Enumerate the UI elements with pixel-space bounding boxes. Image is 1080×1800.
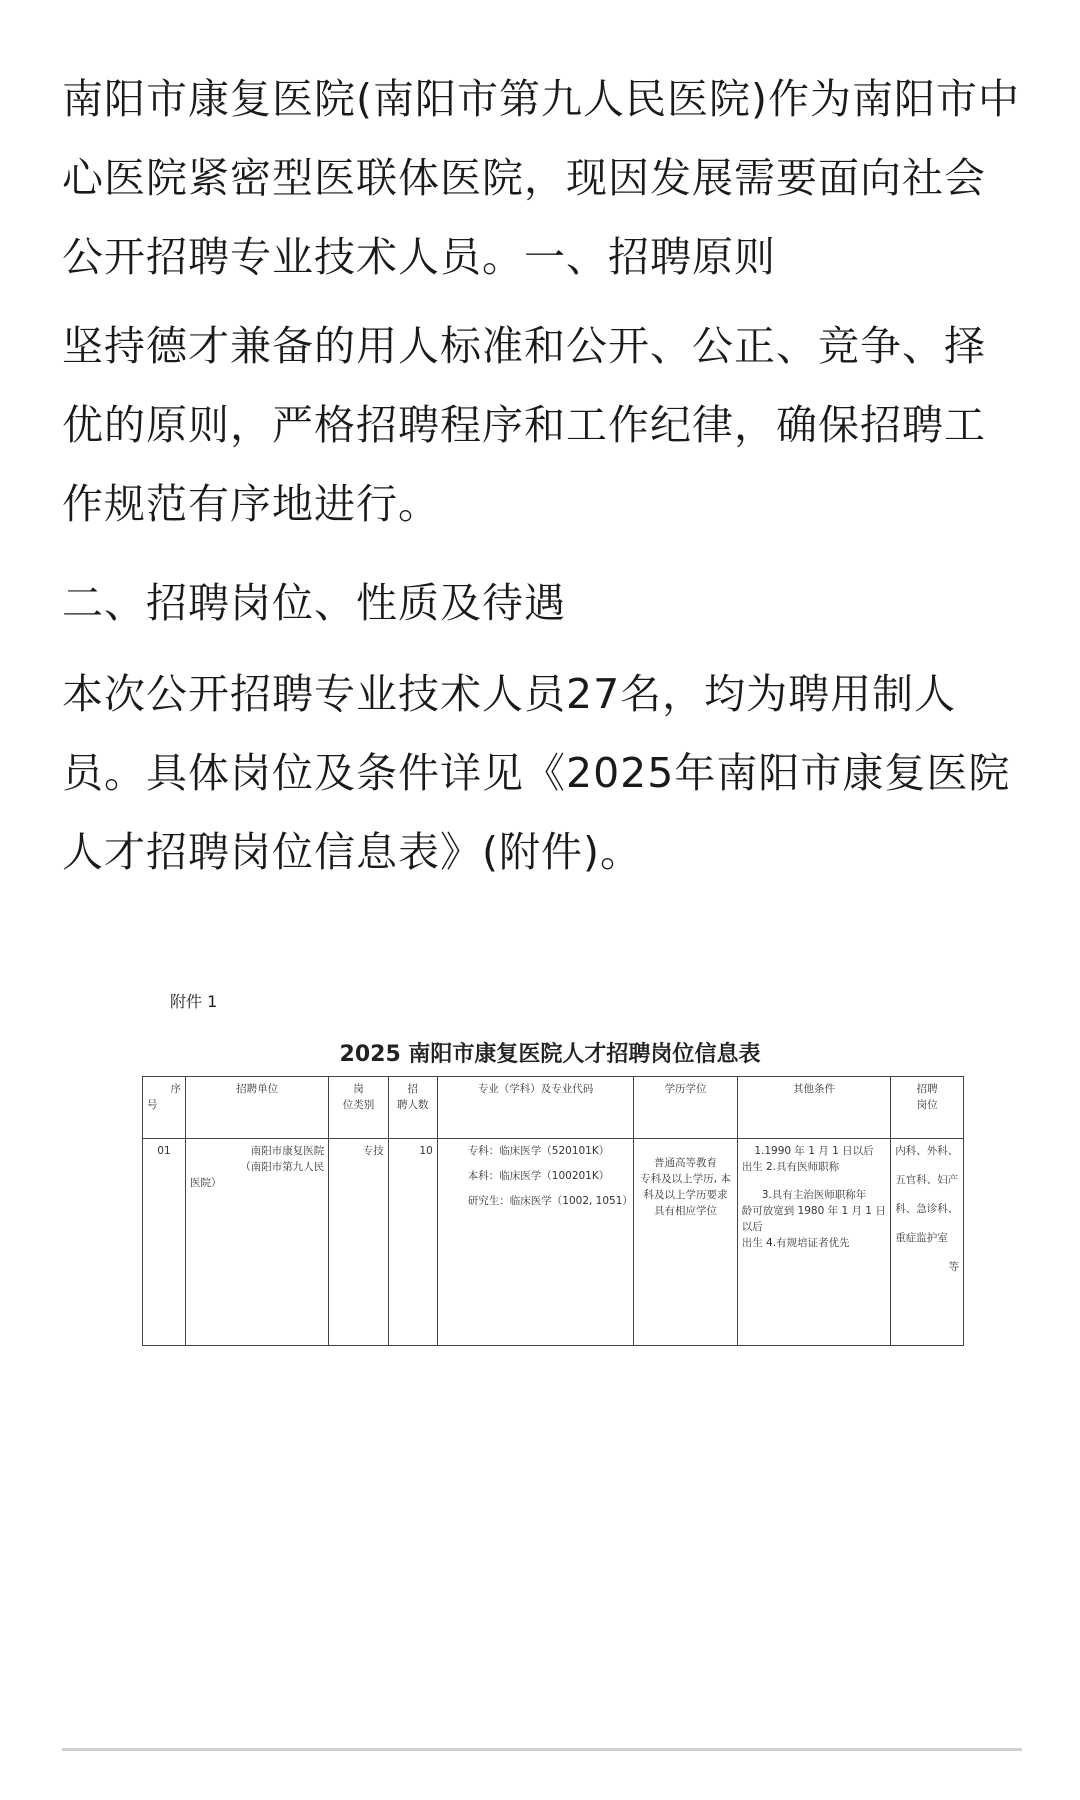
cell-other-gap: [742, 1175, 887, 1187]
cell-pos-line3: 科、急诊科、: [895, 1203, 959, 1215]
cell-seq: 01: [143, 1139, 186, 1346]
cell-pos-line2: 五官科、妇产: [895, 1174, 959, 1186]
cell-other-line3: 3.具有主治医师职称年: [761, 1189, 867, 1201]
header-unit: 招聘单位: [185, 1077, 328, 1139]
cell-unit-line1: 南阳市康复医院: [250, 1145, 325, 1157]
cell-unit: [185, 1139, 328, 1346]
header-pos-line1: 招聘: [916, 1083, 938, 1095]
cell-num: 10: [388, 1139, 437, 1346]
header-type-line2: 位类别: [342, 1099, 375, 1111]
cell-type: 专技: [329, 1139, 388, 1346]
header-pos: [891, 1077, 964, 1139]
cell-edu-line3: 科及以上学历要求: [643, 1189, 728, 1201]
cell-major-line3: 研究生：临床医学（1002, 1051）: [467, 1195, 633, 1207]
table-header-row: [143, 1077, 964, 1139]
header-num-line1: 招: [407, 1083, 418, 1095]
header-pos-line2: 岗位: [916, 1099, 938, 1111]
header-seq: [143, 1077, 186, 1139]
cell-unit-line2: （南阳市第九人民: [240, 1161, 325, 1173]
table-title: 2025 南阳市康复医院人才招聘岗位信息表: [339, 1042, 761, 1067]
cell-edu-line4: 具有相应学位: [654, 1205, 718, 1217]
cell-other-line1: 1.1990 年 1 月 1 日以后: [754, 1145, 874, 1157]
annex-label: 附件 1: [170, 992, 218, 1011]
cell-pos-line4: 重症监护室: [895, 1232, 948, 1244]
cell-unit-line3: 医院）: [189, 1177, 222, 1189]
cell-pos-line1: 内科、外科、: [895, 1145, 959, 1157]
paragraph-positions: 本次公开招聘专业技术人员27名，均为聘用制人员。具体岗位及条件详见《2025年南阳市康复医院人才招聘岗位信息表》(附件)。: [62, 670, 1011, 876]
cell-other-line2: 出生 2.具有医师职称: [741, 1161, 840, 1173]
paragraph-heading-positions: 二、招聘岗位、性质及待遇: [62, 579, 566, 627]
paragraph-intro: 南阳市康复医院(南阳市第九人民医院)作为南阳市中心医院紧密型医联体医院，现因发展需要面向社会公开招聘专业技术人员。一、招聘原则: [62, 75, 1020, 281]
header-num-line2: 聘人数: [396, 1099, 429, 1111]
header-type-line1: 岗: [353, 1083, 364, 1095]
cell-edu-line1: 普通高等教育: [654, 1157, 718, 1169]
cell-other-line5: 出生 4.有规培证者优先: [741, 1237, 850, 1249]
article-body: [62, 60, 1022, 912]
cell-other-line4: 龄可放宽到 1980 年 1 月 1 日以后: [741, 1205, 886, 1233]
cell-edu: [634, 1139, 737, 1346]
header-major: 专业（学科）及专业代码: [437, 1077, 634, 1139]
bottom-divider: [62, 1748, 1022, 1751]
paragraph-principle: 坚持德才兼备的用人标准和公开、公正、竞争、择优的原则，严格招聘程序和工作纪律，确保招聘工作规范有序地进行。: [62, 322, 986, 528]
header-type: [329, 1077, 388, 1139]
header-num: [388, 1077, 437, 1139]
cell-major: [437, 1139, 634, 1346]
cell-pos: [891, 1139, 964, 1346]
cell-major-line2: 本科：临床医学（100201K）: [467, 1170, 610, 1182]
cell-pos-line5: 等: [948, 1261, 959, 1273]
cell-major-line1: 专科：临床医学（520101K）: [467, 1145, 610, 1157]
table-row: [143, 1139, 964, 1346]
header-seq-line2: 号: [147, 1099, 158, 1111]
header-seq-line1: 序: [170, 1083, 181, 1095]
header-edu: 学历学位: [634, 1077, 737, 1139]
positions-table: [142, 1076, 964, 1346]
cell-edu-line2: 专科及以上学历, 本: [640, 1173, 731, 1185]
header-other: 其他条件: [737, 1077, 891, 1139]
cell-other: [737, 1139, 891, 1346]
